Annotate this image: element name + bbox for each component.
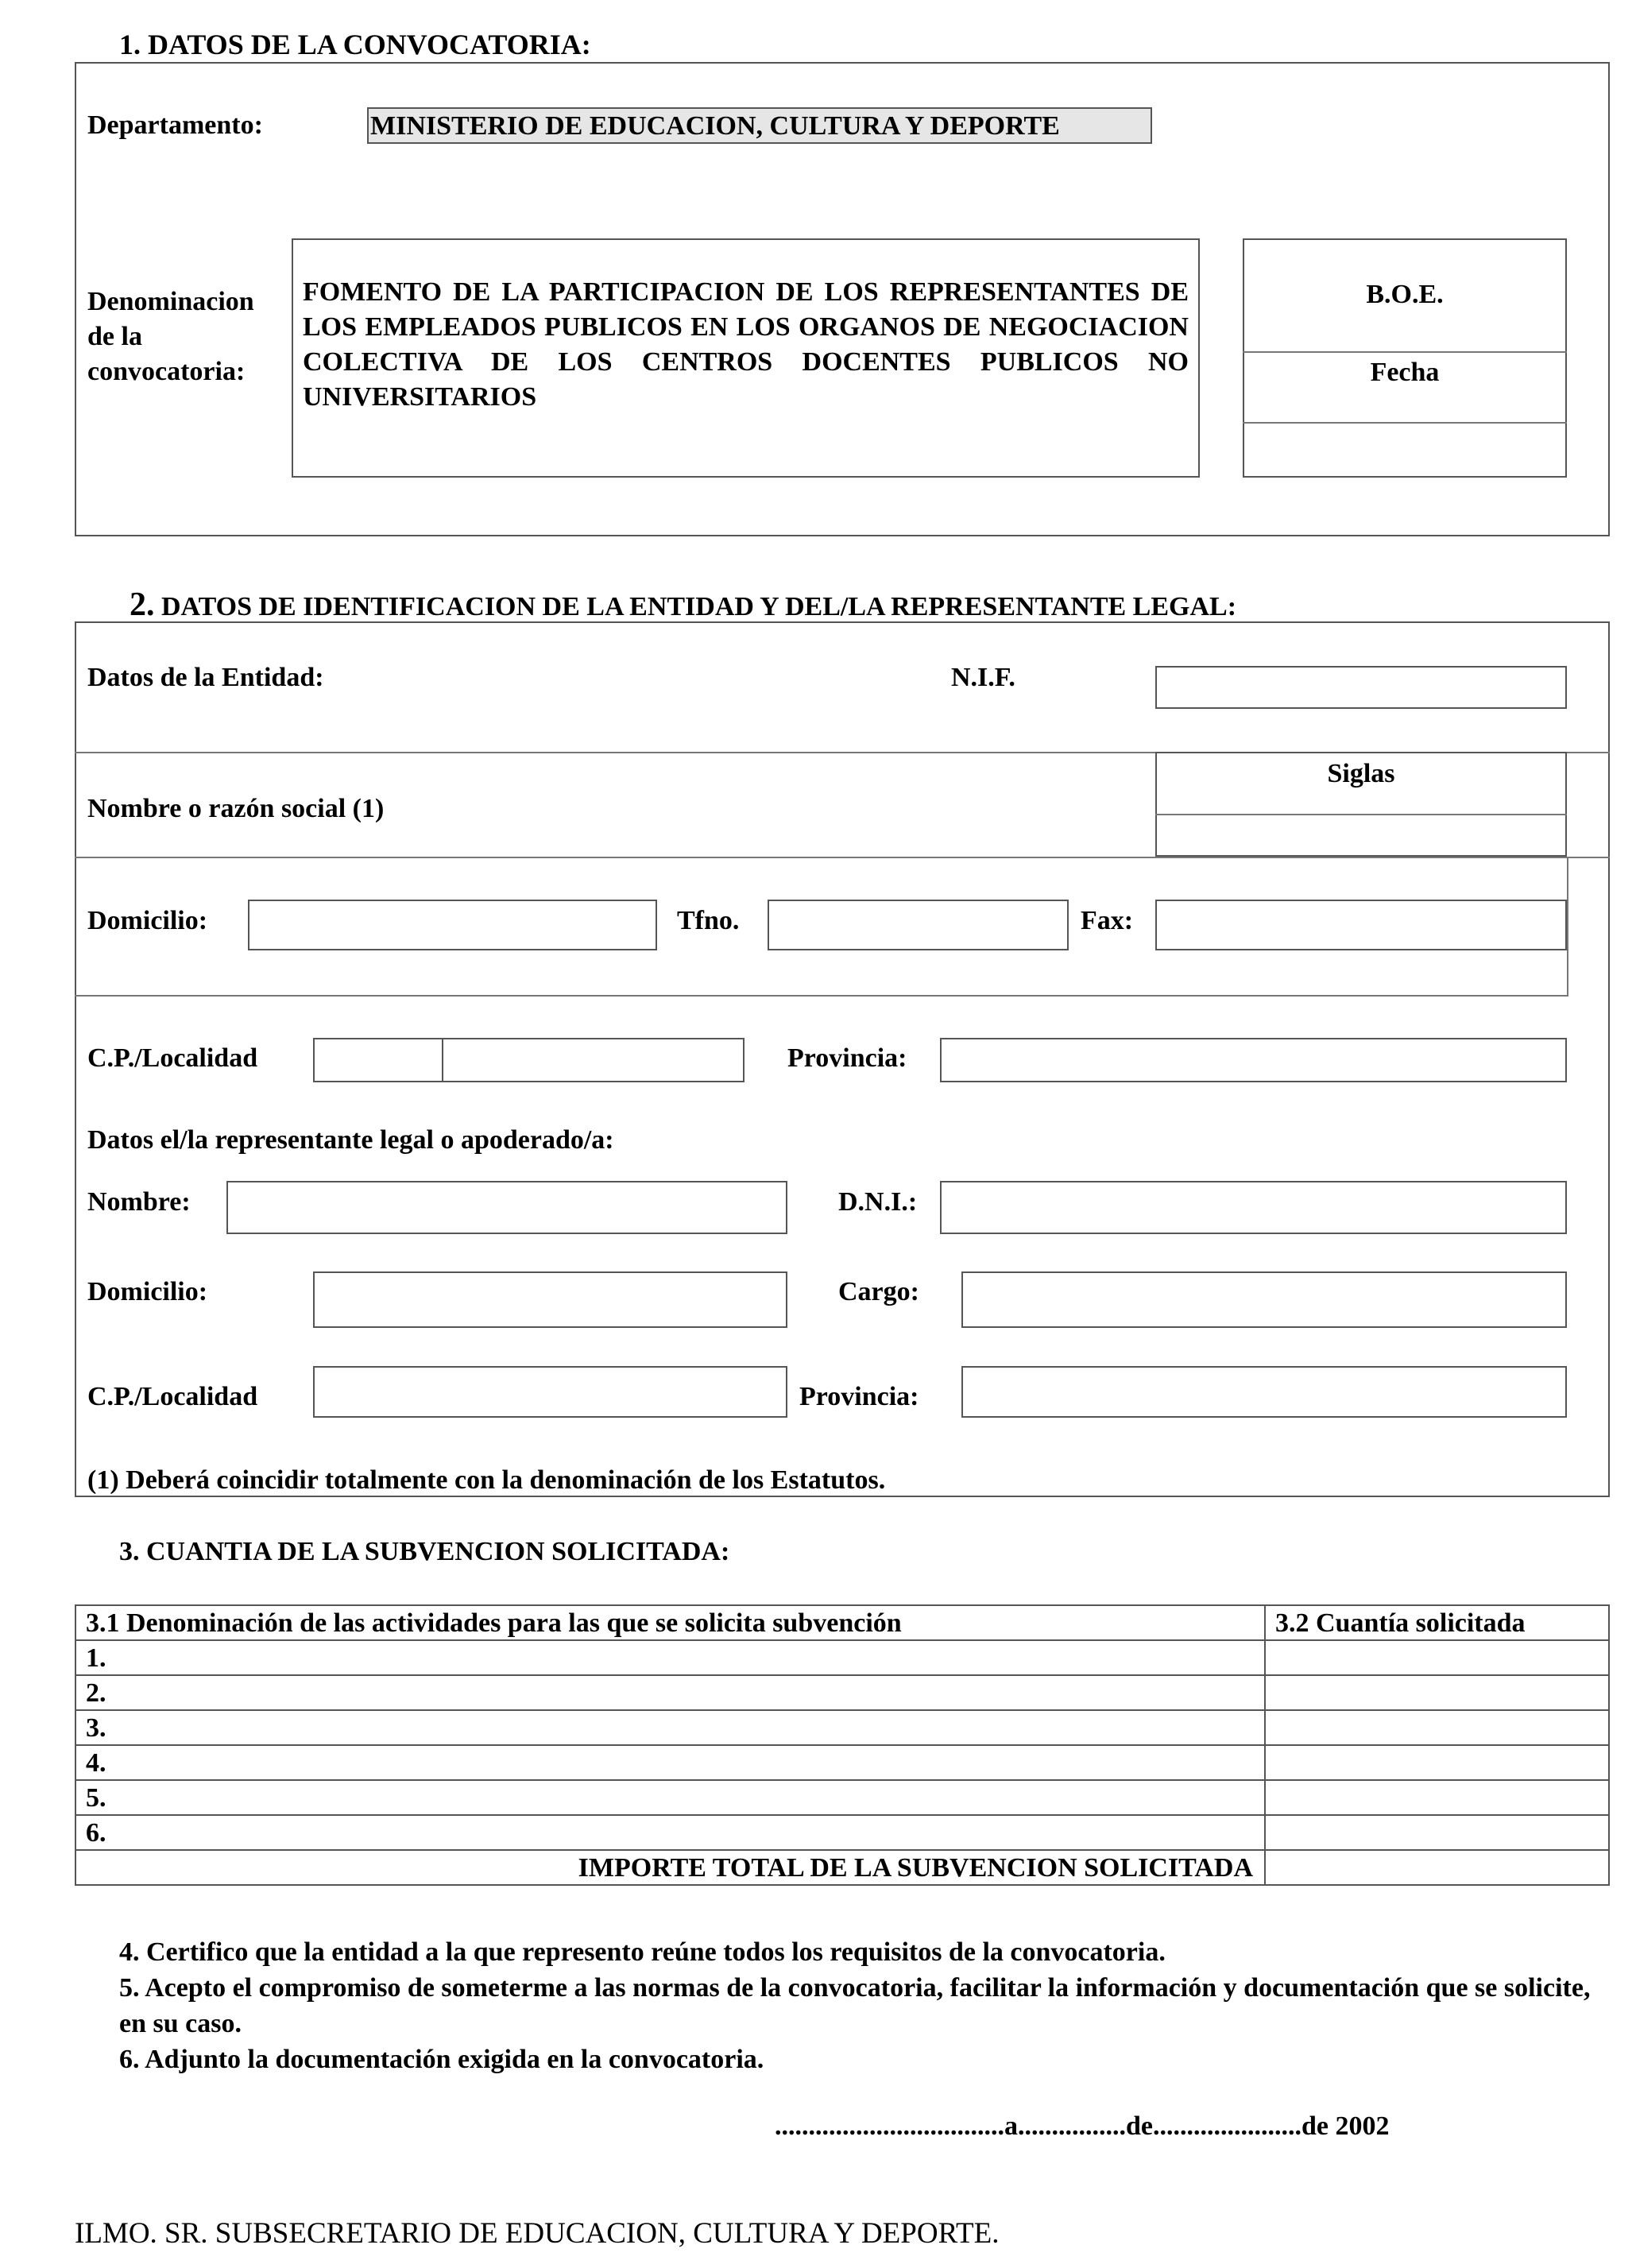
nombre-razon-input[interactable] [76,753,1154,855]
cp-localidad-label: C.P./Localidad [87,1043,258,1073]
datos-entidad-label: Datos de la Entidad: [87,663,324,692]
actividad-cell[interactable]: 5. [75,1780,1265,1815]
rep-provincia-label: Provincia: [799,1382,919,1411]
divider [1567,857,1568,995]
domicilio-input[interactable] [248,900,657,950]
table-row [75,1815,1609,1850]
fax-label: Fax: [1081,906,1134,935]
representante-label: Datos el/la representante legal o apoderado/a: [87,1125,614,1155]
nombre-razon-label: Nombre o razón social (1) [87,794,385,823]
tfno-input[interactable] [768,900,1069,950]
table-row [75,1780,1609,1815]
cp-input[interactable] [313,1038,443,1082]
column-header-actividades: 3.1 Denominación de las actividades para las que se solicita subvención [75,1605,1265,1640]
domicilio-label: Domicilio: [87,906,208,935]
siglas-input[interactable] [1157,815,1565,855]
departamento-label: Departamento: [87,110,263,140]
section-2-number: 2. [130,586,155,623]
denominacion-value: FOMENTO DE LA PARTICIPACION DE LOS REPRESENTANTES DE LOS EMPLEADOS PUBLICOS EN LOS ORGANOS DE NEGOCIACION COLECTIVA DE LOS CENTROS DOCENTES PUBLICOS NO UNIVERSITARIOS [303,277,1189,412]
cuantia-cell[interactable] [1265,1710,1609,1745]
footnote: (1) Deberá coincidir totalmente con la denominación de los Estatutos. [87,1465,886,1495]
cuantia-cell[interactable] [1265,1745,1609,1780]
declaration-5: 5. Acepto el compromiso de someterme a las normas de la convocatoria, facilitar la información y documentación que se solicite, en su caso. [119,1973,1591,2038]
declaration-6: 6. Adjunto la documentación exigida en la convocatoria. [119,2045,764,2074]
nif-label: N.I.F. [951,663,1015,692]
total-label: IMPORTE TOTAL DE LA SUBVENCION SOLICITADA [75,1850,1265,1885]
boe-label: B.O.E. [1366,280,1444,309]
cuantia-cell[interactable] [1265,1780,1609,1815]
actividad-cell[interactable]: 6. [75,1815,1265,1850]
localidad-input[interactable] [442,1038,745,1082]
actividad-cell[interactable]: 4. [75,1745,1265,1780]
fecha-label: Fecha [1370,358,1440,387]
departamento-field[interactable]: MINISTERIO DE EDUCACION, CULTURA Y DEPORTE [367,107,1152,144]
total-row [75,1850,1609,1885]
table-row [75,1745,1609,1780]
rep-domicilio-label: Domicilio: [87,1277,208,1306]
rep-cp-localidad-label: C.P./Localidad [87,1382,258,1411]
actividad-cell[interactable]: 3. [75,1710,1265,1745]
table-row [75,1710,1609,1745]
subvencion-table [75,1604,1610,1886]
fax-input[interactable] [1155,900,1567,950]
section-1-title: 1. DATOS DE LA CONVOCATORIA: [119,29,591,60]
nombre-label: Nombre: [87,1187,191,1217]
divider [75,995,1568,997]
actividad-cell[interactable]: 2. [75,1675,1265,1710]
boe-fecha-field[interactable] [1244,424,1565,476]
cargo-label: Cargo: [838,1277,919,1306]
table-header-row [75,1605,1609,1640]
tfno-label: Tfno. [677,906,740,935]
section-3-title: 3. CUANTIA DE LA SUBVENCION SOLICITADA: [119,1537,730,1566]
addressee: ILMO. SR. SUBSECRETARIO DE EDUCACION, CULTURA Y DEPORTE. [75,2217,1000,2250]
nif-input[interactable] [1155,666,1567,709]
section-2-title [130,588,1236,621]
siglas-label: Siglas [1327,759,1395,788]
actividad-cell[interactable]: 1. [75,1640,1265,1675]
denominacion-label: Denominacion de la convocatoria: [87,287,254,386]
rep-provincia-input[interactable] [961,1366,1567,1418]
dni-input[interactable] [940,1181,1567,1234]
divider [1243,351,1567,353]
declarations [119,1934,1597,2077]
provincia-label: Provincia: [787,1043,907,1073]
cuantia-cell[interactable] [1265,1675,1609,1710]
provincia-input[interactable] [940,1038,1567,1082]
total-cell[interactable] [1265,1850,1609,1885]
dni-label: D.N.I.: [838,1187,918,1217]
table-row [75,1640,1609,1675]
column-header-cuantia: 3.2 Cuantía solicitada [1265,1605,1609,1640]
date-line: ..................................a................de......................de 2002 [775,2111,1390,2141]
cuantia-cell[interactable] [1265,1640,1609,1675]
table-row [75,1675,1609,1710]
rep-cp-localidad-input[interactable] [313,1366,787,1418]
rep-domicilio-input[interactable] [313,1271,787,1328]
cuantia-cell[interactable] [1265,1815,1609,1850]
declaration-4: 4. Certifico que la entidad a la que represento reúne todos los requisitos de la convocatoria. [119,1937,1166,1967]
divider [75,857,1610,858]
nombre-input[interactable] [226,1181,787,1234]
section-2-title-text: DATOS DE IDENTIFICACION DE LA ENTIDAD Y DEL/LA REPRESENTANTE LEGAL: [161,592,1237,621]
cargo-input[interactable] [961,1271,1567,1328]
